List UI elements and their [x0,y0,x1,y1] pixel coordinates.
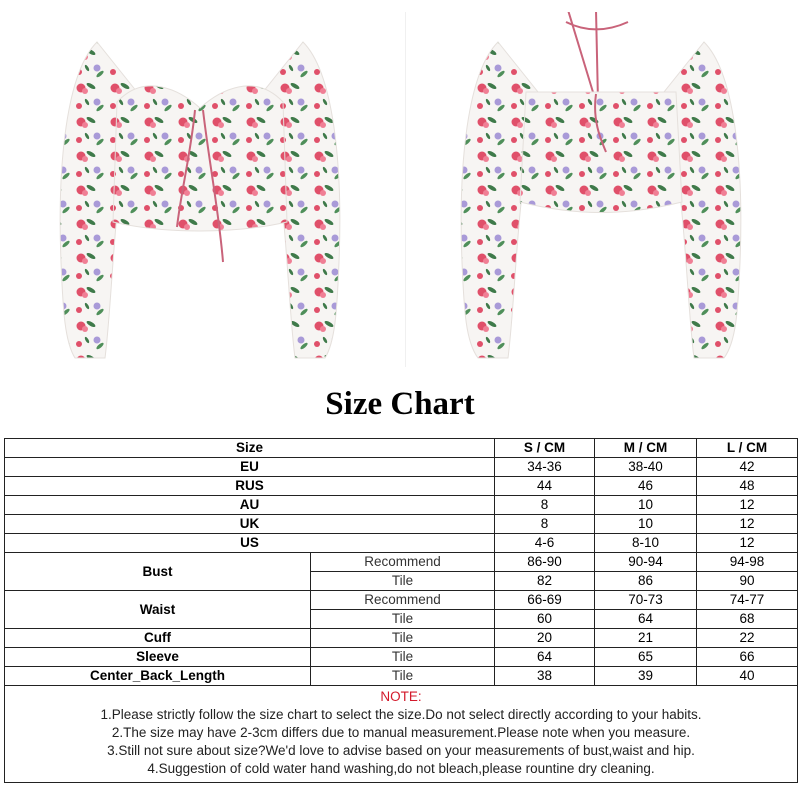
header-size: Size [5,439,495,458]
sub-label: Recommend [311,591,495,610]
sub-label: Tile [311,572,495,591]
cell-m: 10 [595,515,697,534]
cell-m: 70-73 [595,591,697,610]
sub-label: Recommend [311,553,495,572]
cell-m: 86 [595,572,697,591]
notes-heading: NOTE: [380,689,422,704]
cell-l: 12 [697,515,798,534]
notes-cell [5,686,798,783]
cell-m: 46 [595,477,697,496]
note-line: 1.Please strictly follow the size chart to select the size.Do not select directly according to your habits. [100,707,702,722]
note-line: 2.The size may have 2-3cm differs due to manual measurement.Please note when you measure. [111,725,691,740]
cell-s: 20 [495,629,595,648]
cell-l: 12 [697,496,798,515]
notes-row [5,686,798,783]
row-label: AU [5,496,495,515]
table-header-row [5,439,798,458]
cell-s: 66-69 [495,591,595,610]
cell-s: 38 [495,667,595,686]
sub-label: Tile [311,667,495,686]
table-row [5,477,798,496]
cell-l: 94-98 [697,553,798,572]
cell-m: 8-10 [595,534,697,553]
size-chart-table [4,438,798,783]
sub-label: Tile [311,648,495,667]
cell-m: 65 [595,648,697,667]
table-row [5,458,798,477]
cell-m: 38-40 [595,458,697,477]
cell-s: 8 [495,496,595,515]
row-label: Sleeve [5,648,311,667]
cell-l: 12 [697,534,798,553]
cell-s: 8 [495,515,595,534]
row-label-bust: Bust [5,553,311,591]
cell-l: 22 [697,629,798,648]
table-row [5,591,798,610]
sub-label: Tile [311,629,495,648]
sub-label: Tile [311,610,495,629]
table-row [5,667,798,686]
header-s: S / CM [495,439,595,458]
product-photo-halter [405,12,796,367]
cell-s: 44 [495,477,595,496]
row-label: Center_Back_Length [5,667,311,686]
note-line: 4.Suggestion of cold water hand washing,do not bleach,please rountine dry cleaning. [147,761,655,776]
row-label: EU [5,458,495,477]
cell-s: 86-90 [495,553,595,572]
cell-s: 82 [495,572,595,591]
header-l: L / CM [697,439,798,458]
cell-l: 68 [697,610,798,629]
table-row [5,629,798,648]
cell-l: 48 [697,477,798,496]
product-photo-front [5,12,395,367]
row-label-waist: Waist [5,591,311,629]
cell-m: 10 [595,496,697,515]
cell-m: 64 [595,610,697,629]
cell-l: 66 [697,648,798,667]
note-line: 3.Still not sure about size?We'd love to advise based on your measurements of bust,waist and hip. [107,743,695,758]
cell-m: 21 [595,629,697,648]
cell-s: 34-36 [495,458,595,477]
table-row [5,496,798,515]
header-m: M / CM [595,439,697,458]
cell-m: 90-94 [595,553,697,572]
table-row [5,553,798,572]
size-chart-title: Size Chart [325,386,475,422]
cell-s: 4-6 [495,534,595,553]
cell-l: 40 [697,667,798,686]
table-row [5,534,798,553]
cell-l: 74-77 [697,591,798,610]
cell-m: 39 [595,667,697,686]
cell-l: 90 [697,572,798,591]
row-label: UK [5,515,495,534]
table-row [5,648,798,667]
row-label: Cuff [5,629,311,648]
row-label: US [5,534,495,553]
table-row [5,515,798,534]
cell-s: 64 [495,648,595,667]
cell-s: 60 [495,610,595,629]
cell-l: 42 [697,458,798,477]
row-label: RUS [5,477,495,496]
